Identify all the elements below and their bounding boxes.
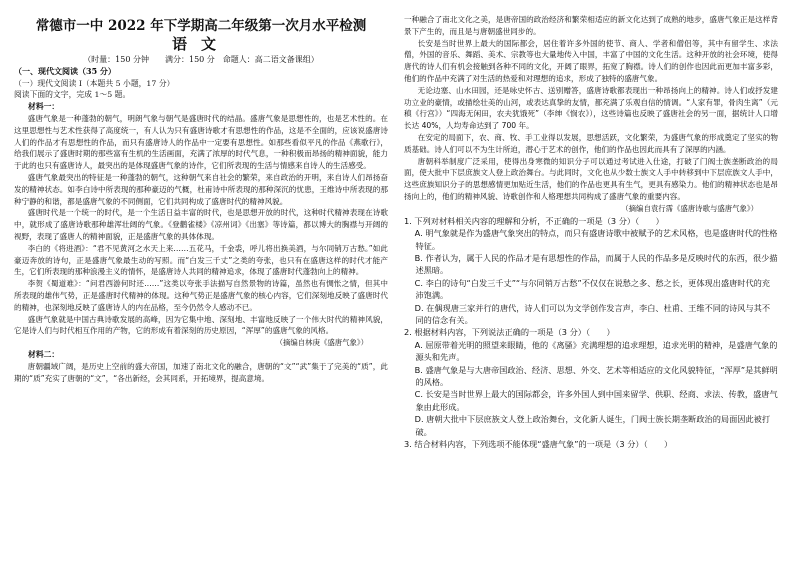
paragraph: 唐朝疆域广阔，是历史上空前的盛大帝国，加速了南北文化的融合，唐朝的“文”“武”集于了完美的“质”，此期的“质”充实了唐朝的“文”，“各出新经，会其同系，开拓境界，提高意境。 (14, 362, 388, 384)
question-option: D. 在偶现唐三家并行的唐代，诗人们可以为文学创作发言声，李白、杜甫、王维不同的诗风与其不同的信念有关。 (414, 302, 771, 325)
paragraph: 无论边塞、山水田园，还是咏史怀古、送别赠答，盛唐诗歌都表现出一种昂扬向上的精神。诗人们或抒发建功立业的豪情，或描绘壮美的山河，或表达真挚的友情，都充满了乐观自信的情调。“人家有罪，骨肉生离”（元稹《行宫》）“四海无闲田，农夫犹饿死”（李绅《悯农》），这些诗篇也反映了盛唐社会的另一面，据统计人口增长达 40%，人均寿命达到了 700 年。 (404, 85, 778, 131)
material-2-label: 材料二： (28, 350, 60, 360)
question-option: B. 作者认为，属于人民的作品才是有思想性的作品，而属于人民的作品多是反映时代的东西，很少描述黑暗。 (414, 252, 778, 276)
subsection-heading: （一）现代文阅读 I（本题共 5 小题，17 分） (14, 78, 175, 88)
paragraph: 长安是当时世界上最大的国际都会，居住着许多外国的使节、商人、学者和僧侣等，其中有留学生、求法僧，外国的音乐、舞蹈、美术、宗教等也大量地传入中国，丰富了中国的文化生活。这种开放的社会环境，使得唐代的诗人们有机会接触到各种不同的文化，开阔了眼界，拓宽了胸襟。诗人们的创作也因此而更加丰富多彩，他们的作品中充满了对生活的热爱和对理想的追求，形成了独特的盛唐气象。 (404, 38, 778, 83)
paragraph: 盛唐气象最突出的特征是一种蓬勃的朝气，这种朝气来自社会的繁荣，来自政治的开明，来自诗人们昂扬奋发的精神状态。如李白诗中所表现的那种豪迈的气概，杜甫诗中所表现的那种深沉的忧患，王维诗中所表现的那种宁静的和谐，都是盛唐气象的不同侧面，它们共同构成了盛唐时代的精神风貌。 (14, 173, 388, 206)
exam-title: 常德市一中 2022 年下学期高二年级第一次月水平检测 (35, 18, 367, 34)
question-option: B. 盛唐气象是与大唐帝国政治、经济、思想、外交、艺术等相适应的文化风貌特征，“浑厚”是其鲜明的风格。 (414, 364, 778, 388)
paragraph: 李白的《将进酒》：“君不见黄河之水天上来……五花马，千金裘，呼儿将出换美酒，与尔同销万古愁。”如此豪迈奔放的诗句，正是盛唐气象最生动的写照。而“白发三千丈”之类的夸张，也只有在盛唐这样的时代才能产生，它们所表现的那种浪漫主义的情怀，是盛唐诗人共同的精神追求，体现了盛唐时代蓬勃向上的精神。 (14, 243, 388, 277)
source-citation-2: （摘编自袁行霈《盛唐诗歌与盛唐气象》） (621, 203, 758, 213)
paragraph: 在安定的局面下，农、商、牧、手工业得以发展，思想活跃，文化繁荣，为盛唐气象的形成奠定了坚实的物质基础。诗人们可以不为生计所迫，潜心于艺术的创作，他们的作品也因此而具有了深厚的内涵。 (404, 132, 778, 154)
paragraph: 唐朝科举制度广泛采用，使得出身寒微的知识分子可以通过考试进入仕途，打破了门阀士族垄断政治的局面，使大批中下层庶族文人登上政治舞台。与此同时，文化也从少数士族文人手中转移到中下层庶族文人手中，这些庶族知识分子的思想感情更加贴近生活，他们的作品也更具有生气，更具有感染力。他们的精神状态也是昂扬向上的，他们的精神风貌、诗歌创作和人格理想共同构成了盛唐气象的重要内容。 (404, 156, 778, 201)
question-option: C. 李白的诗句“白发三千丈”“与尔同销万古愁”不仅仅在说愁之多、愁之长，更体现出盛唐时代的充沛饱满。 (414, 277, 771, 301)
question-1 (404, 215, 778, 327)
material-1-label: 材料一： (28, 102, 60, 112)
question-stem: 2. 根据材料内容，下列说法正确的一项是（3 分）（ ） (404, 327, 615, 338)
question-option: C. 长安是当时世界上最大的国际都会，许多外国人到中国来留学、供职、经商、求法、传教，盛唐气象由此形成。 (414, 389, 778, 412)
paragraph: 李贺《蜀道难》：“问君西游何时还……”这类以夸张手法描写自然景物的诗篇，虽然也有惆怅之情，但其中所表现的雄伟气势，正是盛唐时代精神的体现。这种气势正是盛唐气象的核心内容，它们深刻地反映了盛唐时代的精神，也深刻地反映了盛唐诗人的内在品格，至今仍然令人感动不已。 (14, 279, 388, 312)
question-option: A. 屈原带着光明的照望来眼睛，他的《离骚》充满理想的追求理想，追求光明的精神，是盛唐气象的源头和先声。 (414, 339, 778, 363)
right-column (404, 14, 778, 554)
subject-title: 语文 (171, 35, 230, 53)
paragraph: 盛唐气象是一种蓬勃的朝气，明朗气象与朝气是盛唐时代的结晶。盛唐气象是思想性的，也是艺术性的。在这里思想性与艺术性获得了高度统一，有人认为只有盛唐诗歌才有思想性的作品，这是不全面的，应该说盛唐诗人们的作品才有思想性的作品，而只有盛唐诗人的作品中一定要有思想性。如那些看似平凡的作品《燕歌行》，给我们展示了盛唐时期的那些富有生机的生活画面，充满了浓厚的时代气息，一种积极而昂扬的精神面貌，能力于此的也只有盛唐诗人，最突出的是体现盛唐气象的诗作，它们所表现的生活与情感来自诗人的生活感受。 (14, 114, 388, 171)
left-column (14, 14, 388, 554)
paragraph: 一种融合了南北文化之美，是唐帝国的政治经济和繁荣相适应的新文化达到了成熟的地步，盛唐气象正是这样背景下产生的，而且是与唐朝盛世同步的。 (404, 15, 778, 36)
exam-meta: （时量：150 分钟 满分：150 分 命题人：高二语文备课组） (83, 55, 319, 64)
question-3 (404, 438, 778, 450)
question-option: D. 唐朝大批中下层庶族文人登上政治舞台，文化新人诞生，门阀士族长期垄断政治的局面因此被打破。 (414, 414, 771, 437)
question-option: A. 明气象就是作为盛唐气象突出的特点，而只有盛唐诗歌中被赋予的艺术风格，也是盛唐时代的性格特征。 (414, 228, 778, 251)
question-2 (404, 326, 778, 438)
question-stem: 1. 下列对材料相关内容的理解和分析，不正确的一项是（3 分）（ ） (404, 215, 664, 226)
section-heading: （一、现代文阅读（35 分） (14, 66, 116, 76)
question-stem: 3. 结合材料内容，下列选项不能体现“盛唐气象”的一项是（3 分）（ ） (404, 439, 673, 450)
paragraph: 盛唐时代是一个统一的时代，是一个生活日益丰富的时代，也是思想开放的时代，这种时代精神表现在诗歌中，就形成了盛唐诗歌那种雄浑壮阔的气象。《登鹳雀楼》《凉州词》《出塞》等诗篇，都以博大的胸襟与开阔的视野，表现了盛唐人的精神面貌，正是盛唐气象的具体体现。 (14, 208, 388, 242)
source-citation-1: （摘编自林庚《盛唐气象》） (275, 338, 368, 348)
paragraph: 盛唐气象就是中国古典诗歌发展的高峰，因为它集中地、深刻地、丰富地反映了一个伟大时代的精神风貌，它是诗人们与时代相互作用的产物，它的形成有着深刻的历史原因，“浑厚”的盛唐气象的风格。 (14, 314, 388, 336)
instruction: 阅读下面的文字，完成 1～5 题。 (14, 90, 131, 100)
